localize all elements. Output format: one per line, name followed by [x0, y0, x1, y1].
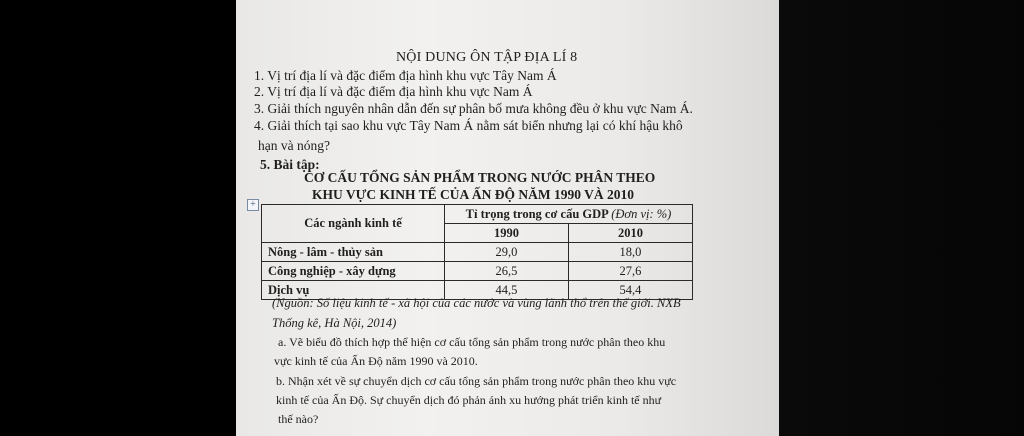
header-gdp-unit: (Đơn vị: %) — [611, 206, 672, 221]
sector-cell: Dịch vụ — [262, 281, 445, 300]
task-b-line-2: kinh tế của Ấn Độ. Sự chuyển dịch đó phản ánh xu hướng phát triển kinh tế như — [276, 393, 662, 407]
dark-background-right — [779, 0, 1024, 436]
task-b-line-1: b. Nhận xét về sự chuyển dịch cơ cấu tổng sản phẩm trong nước phân theo khu vực — [276, 374, 677, 388]
task-a-line-2: vực kinh tế của Ấn Độ năm 1990 và 2010. — [274, 354, 478, 368]
value-1990-cell: 26,5 — [445, 262, 569, 281]
header-year-2010: 2010 — [568, 224, 692, 243]
value-2010-cell: 54,4 — [568, 281, 692, 300]
item-4: 4. Giải thích tại sao khu vực Tây Nam Á nằm sát biển nhưng lại có khí hậu khô — [254, 118, 683, 133]
page-title: NỘI DUNG ÔN TẬP ĐỊA LÍ 8 — [396, 50, 578, 65]
value-2010-cell: 18,0 — [568, 243, 692, 262]
exercise-label: 5. Bài tập: — [260, 157, 320, 172]
header-year-1990: 1990 — [445, 224, 569, 243]
document-page — [236, 0, 779, 436]
source-note-line-2: Thống kê, Hà Nội, 2014) — [272, 316, 397, 330]
value-1990-cell: 44,5 — [445, 281, 569, 300]
item-3: 3. Giải thích nguyên nhân dẫn đến sự phân bố mưa không đều ở khu vực Nam Á. — [254, 101, 693, 116]
item-1: 1. Vị trí địa lí và đặc điểm địa hình khu vực Tây Nam Á — [254, 68, 557, 83]
table-row — [262, 243, 693, 262]
value-2010-cell: 27,6 — [568, 262, 692, 281]
header-sector: Các ngành kinh tế — [262, 205, 445, 243]
header-gdp — [445, 205, 693, 224]
table-header-row — [262, 205, 693, 224]
source-note-line-1: (Nguồn: Số liệu kinh tế - xã hội của các nước và vùng lãnh thổ trên thế giới. NXB — [272, 296, 681, 310]
table-expand-icon[interactable]: + — [247, 199, 259, 211]
value-1990-cell: 29,0 — [445, 243, 569, 262]
header-gdp-main: Tỉ trọng trong cơ cấu GDP — [465, 206, 612, 221]
task-a-line-1: a. Vẽ biểu đồ thích hợp thể hiện cơ cấu tổng sản phẩm trong nước phân theo khu — [278, 335, 666, 349]
item-2: 2. Vị trí địa lí và đặc điểm địa hình khu vực Nam Á — [254, 84, 533, 99]
table-row — [262, 262, 693, 281]
exercise-title-line-1: CƠ CẤU TỔNG SẢN PHẨM TRONG NƯỚC PHÂN THEO — [304, 170, 656, 185]
sector-cell: Nông - lâm - thủy sản — [262, 243, 445, 262]
task-b-line-3: thế nào? — [278, 412, 319, 426]
sector-cell: Công nghiệp - xây dựng — [262, 262, 445, 281]
item-4-continued: hạn và nóng? — [258, 138, 330, 153]
gdp-table — [261, 204, 693, 300]
exercise-title-line-2: KHU VỰC KINH TẾ CỦA ẤN ĐỘ NĂM 1990 VÀ 2010 — [312, 187, 635, 202]
